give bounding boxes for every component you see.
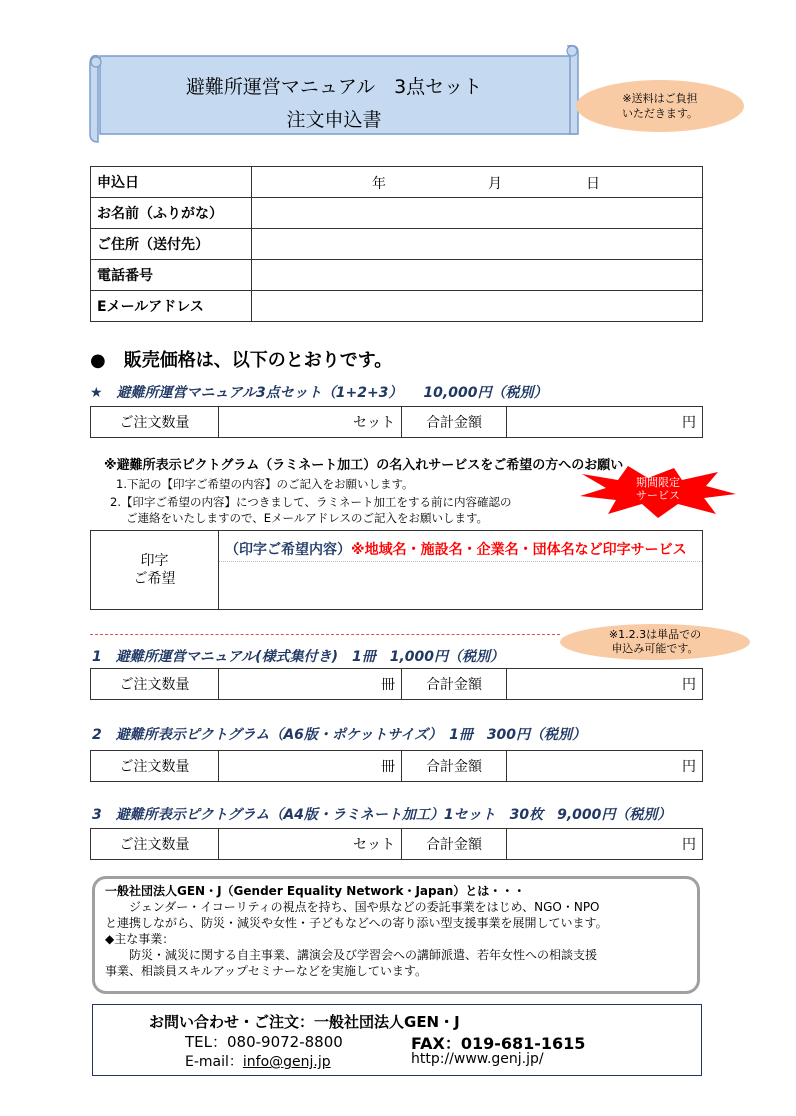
unit-label: セット — [353, 837, 395, 853]
main-business-label: ◆主な事業： — [105, 932, 175, 946]
single-note-line1: ※1.2.3は単品での — [608, 628, 702, 641]
currency-label: 円 — [682, 837, 696, 853]
item3-qty-field[interactable] — [219, 829, 402, 860]
item3-total-field[interactable] — [507, 829, 703, 860]
about-body-2: と連携しながら、防災・減災や女性・子どもなどへの寄り添い型支援事業を展開しています。 — [105, 916, 608, 930]
total-label: 合計金額 — [402, 669, 507, 700]
contact-email-row — [185, 1051, 331, 1071]
total-label: 合計金額 — [402, 751, 507, 782]
form-label: 電話番号 — [91, 260, 252, 291]
form-label: Eメールアドレス — [91, 291, 252, 322]
title-line2: 注文申込書 — [286, 109, 382, 131]
item3-order-table — [90, 828, 703, 860]
currency-label: 円 — [682, 759, 696, 775]
pricing-heading: ● 販売価格は、以下のとおりです。 — [90, 350, 393, 371]
item2-total-field[interactable] — [507, 751, 703, 782]
phone-field[interactable] — [252, 260, 703, 291]
date-year-label: 年 — [372, 176, 386, 192]
email-link[interactable]: info@genj.jp — [242, 1054, 331, 1070]
website-link[interactable]: http://www.genj.jp/ — [411, 1051, 544, 1067]
email-label: E-mail： — [185, 1054, 243, 1070]
single-note-line2: 申込み可能です。 — [611, 642, 699, 655]
item1-heading: 1 避難所運営マニュアル(様式集付き) 1冊 1,000円（税別） — [92, 649, 505, 665]
about-box — [92, 876, 700, 994]
single-item-note — [560, 624, 750, 660]
print-note-2: 2.【印字ご希望の内容】につきまして、ラミネート加工をする前に内容確認の — [110, 495, 512, 509]
print-content-label: （印字ご希望内容） — [225, 542, 351, 558]
section-divider — [90, 634, 560, 635]
form-row — [91, 229, 703, 260]
print-line-divider — [219, 561, 702, 562]
item1-qty-field[interactable] — [219, 669, 402, 700]
date-day-label: 日 — [586, 176, 600, 192]
qty-label: ご注文数量 — [91, 669, 219, 700]
print-label-cell — [91, 531, 219, 610]
unit-label: セット — [353, 415, 395, 431]
about-body-1: ジェンダー・イコーリティの視点を持ち、国や県などの委託事業をはじめ、NGO・NPO — [129, 900, 600, 914]
print-note-3: ご連絡をいたしますので、Eメールアドレスのご記入をお願いします。 — [126, 511, 489, 525]
set-total-field[interactable] — [507, 407, 703, 438]
print-service-heading: ※避難所表示ピクトグラム（ラミネート加工）の名入れサービスをご希望の方へのお願い — [104, 458, 624, 473]
print-label-line2: ご希望 — [133, 571, 176, 587]
print-label-line1: 印字 — [140, 553, 169, 569]
title-banner — [88, 42, 580, 146]
badge-line1: 期間限定 — [636, 476, 680, 489]
contact-tel: TEL：080-9072-8800 — [185, 1033, 343, 1051]
qty-label: ご注文数量 — [91, 407, 219, 438]
unit-label: 冊 — [381, 759, 395, 775]
form-row — [91, 167, 703, 198]
set-heading: ★ 避難所運営マニュアル3点セット（1+2+3） 10,000円（税別） — [90, 385, 548, 401]
main-business-1: 防災・減災に関する自主事業、講演会及び学習会への講師派遣、若年女性への相談支援 — [129, 948, 598, 962]
shipping-note — [576, 80, 744, 132]
shipping-note-line2: いただきます。 — [621, 107, 699, 120]
application-date-field[interactable] — [252, 167, 703, 198]
form-label: お名前（ふりがな） — [91, 198, 252, 229]
total-label: 合計金額 — [402, 407, 507, 438]
item1-order-table — [90, 668, 703, 700]
badge-line2: サービス — [636, 489, 680, 502]
item1-total-field[interactable] — [507, 669, 703, 700]
name-field[interactable] — [252, 198, 703, 229]
email-field[interactable] — [252, 291, 703, 322]
currency-label: 円 — [682, 415, 696, 431]
address-field[interactable] — [252, 229, 703, 260]
form-label: 申込日 — [91, 167, 252, 198]
qty-label: ご注文数量 — [91, 751, 219, 782]
item2-qty-field[interactable] — [219, 751, 402, 782]
form-row — [91, 260, 703, 291]
contact-box — [92, 1004, 702, 1076]
print-note-1: 1.下記の【印字ご希望の内容】のご記入をお願いします。 — [116, 477, 414, 491]
set-order-table — [90, 406, 703, 438]
set-qty-field[interactable] — [219, 407, 402, 438]
print-request-table — [90, 530, 703, 610]
shipping-note-line1: ※送料はご負担 — [622, 92, 698, 105]
form-row — [91, 198, 703, 229]
date-month-label: 月 — [488, 176, 502, 192]
title-line1: 避難所運営マニュアル 3点セット — [185, 76, 483, 98]
print-content-example: ※地域名・施設名・企業名・団体名など印字サービス — [351, 542, 687, 558]
form-label: ご住所（送付先） — [91, 229, 252, 260]
contact-fax: FAX：019-681-1615 — [411, 1034, 586, 1053]
main-business-2: 事業、相談員スキルアップセミナーなどを実施しています。 — [105, 964, 427, 978]
currency-label: 円 — [682, 677, 696, 693]
item2-order-table — [90, 750, 703, 782]
applicant-form — [90, 166, 703, 322]
print-content-field[interactable] — [219, 531, 703, 610]
total-label: 合計金額 — [402, 829, 507, 860]
limited-service-badge — [578, 466, 738, 518]
contact-heading: お問い合わせ・ご注文：一般社団法人GEN・J — [149, 1013, 460, 1031]
unit-label: 冊 — [381, 677, 395, 693]
item3-heading: 3 避難所表示ピクトグラム（A4版・ラミネート加工）1セット 30枚 9,000円（税別） — [92, 807, 672, 823]
item2-heading: 2 避難所表示ピクトグラム（A6版・ポケットサイズ） 1冊 300円（税別） — [92, 727, 587, 743]
qty-label: ご注文数量 — [91, 829, 219, 860]
form-row — [91, 291, 703, 322]
about-title: 一般社団法人GEN・J（Gender Equality Network・Japan）とは・・・ — [105, 884, 526, 898]
